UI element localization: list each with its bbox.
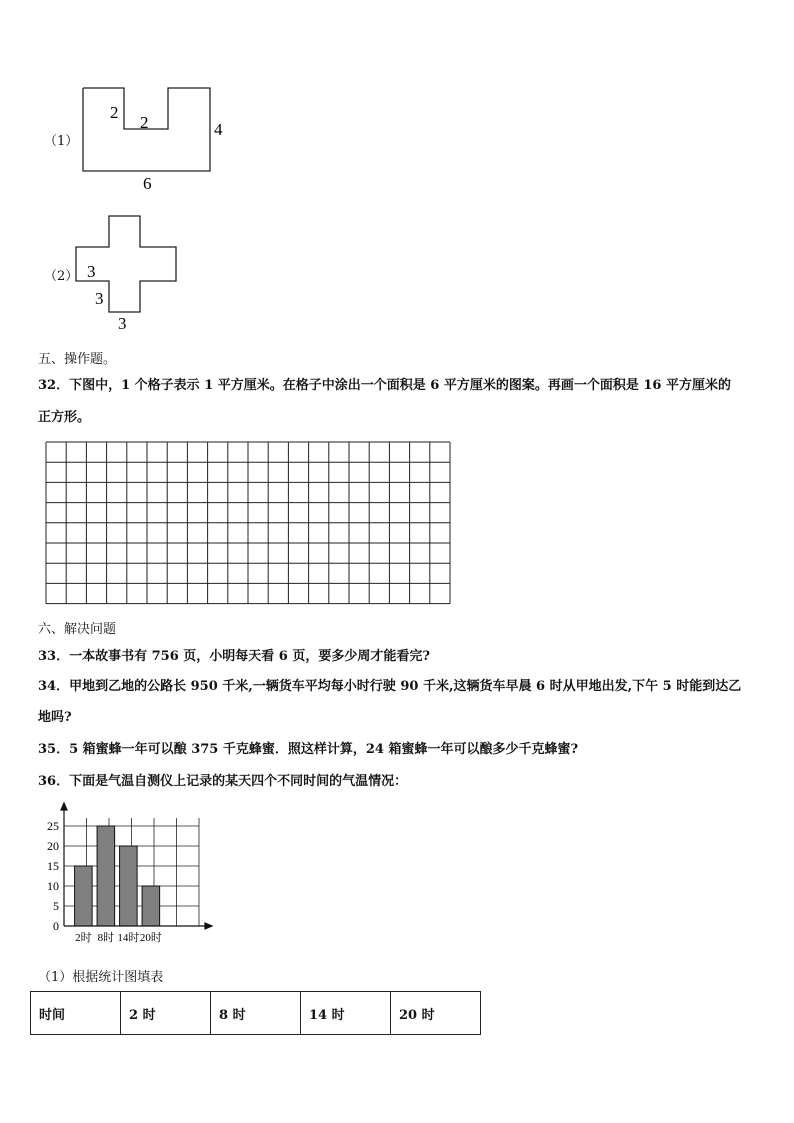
question-34-line1: 34．甲地到乙地的公路长 950 千米,一辆货车平均每小时行驶 90 千米,这辆货车早晨 6 时从甲地出发,下午 5 时能到达乙 <box>38 679 742 694</box>
chart-xtick-label: 14时 <box>117 932 140 944</box>
fig2-dim-lower-left: 3 <box>95 289 104 308</box>
table-header-cell: 时间 <box>31 992 121 1035</box>
fig2-dim-left: 3 <box>87 262 96 281</box>
chart-bar-2 <box>120 846 138 926</box>
chart-xtick-label: 2时 <box>75 932 92 944</box>
question-34-line2: 地吗? <box>38 710 72 725</box>
question-36: 36．下面是气温自测仪上记录的某天四个不同时间的气温情况： <box>38 774 408 789</box>
table-cell-2h: 2 时 <box>121 992 211 1035</box>
chart-ytick-label: 25 <box>47 819 59 833</box>
table-row <box>31 992 481 1035</box>
figure-2-shape <box>70 208 190 336</box>
question-33: 33．一本故事书有 756 页，小明每天看 6 页，要多少周才能看完? <box>38 649 430 664</box>
chart-bar-0 <box>75 866 93 926</box>
chart-ytick-label: 5 <box>53 899 59 913</box>
chart-bar-1 <box>97 826 115 926</box>
question-35: 35．5 箱蜜蜂一年可以酿 375 千克蜂蜜．照这样计算，24 箱蜜蜂一年可以酿多少千克蜂蜜? <box>38 742 579 757</box>
chart-ytick-label: 10 <box>47 879 59 893</box>
chart-ytick-label: 15 <box>47 859 59 873</box>
question-32-line1: 32．下图中，1 个格子表示 1 平方厘米。在格子中涂出一个面积是 6 平方厘米的图案。再画一个面积是 16 平方厘米的 <box>38 378 731 393</box>
chart-xtick-label: 20时 <box>139 932 162 944</box>
answer-grid[interactable] <box>44 440 454 606</box>
fig1-dim-right: 4 <box>214 120 223 139</box>
fig1-dim-left: 2 <box>110 103 119 122</box>
question-36-sub1: （1）根据统计图填表 <box>38 970 164 985</box>
question-32-line2: 正方形。 <box>38 410 91 425</box>
fig2-dim-bottom: 3 <box>118 314 127 333</box>
figure-2-label: （2） <box>44 269 79 284</box>
table-cell-14h: 14 时 <box>301 992 391 1035</box>
chart-ytick-label: 20 <box>47 839 59 853</box>
fig1-dim-base: 6 <box>143 174 152 193</box>
section-5-heading: 五、操作题。 <box>38 352 117 367</box>
chart-bar-3 <box>142 886 160 926</box>
table-cell-20h: 20 时 <box>391 992 481 1035</box>
chart-x-arrow <box>205 923 212 929</box>
fig1-dim-bottom-notch: 2 <box>140 113 149 132</box>
chart-y-arrow <box>61 803 67 810</box>
temperature-bar-chart <box>38 802 213 952</box>
chart-xtick-label: 8时 <box>97 932 115 944</box>
figure-1-label: （1） <box>44 134 79 149</box>
fill-table <box>30 991 481 1035</box>
figure-1-shape <box>70 80 240 195</box>
section-6-heading: 六、解决问题 <box>38 622 117 637</box>
table-cell-8h: 8 时 <box>211 992 301 1035</box>
chart-ytick-label: 0 <box>53 919 59 933</box>
